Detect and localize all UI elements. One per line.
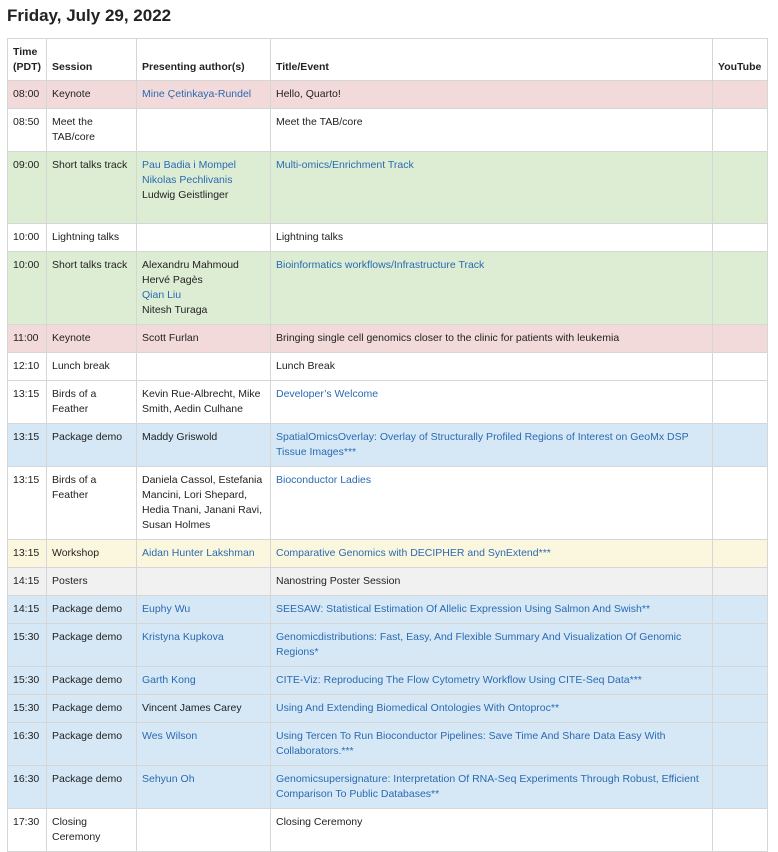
- schedule-body: [8, 81, 768, 852]
- time-cell: 08:50: [8, 109, 47, 152]
- author-cell: [137, 568, 271, 596]
- author-name: Ludwig Geistlinger: [142, 189, 229, 201]
- title-link[interactable]: CITE-Viz: Reproducing The Flow Cytometry Workflow Using CITE-Seq Data***: [276, 674, 642, 686]
- author-link[interactable]: Euphy Wu: [142, 603, 191, 615]
- schedule-table: [7, 38, 768, 852]
- session-cell: Keynote: [47, 325, 137, 353]
- title-link[interactable]: SpatialOmicsOverlay: Overlay of Structurally Profiled Regions of Interest on GeoMx DSP Tissue Images***: [276, 431, 689, 458]
- author-name: Hervé Pagès: [142, 274, 203, 286]
- table-row: [8, 353, 768, 381]
- author-cell: [137, 81, 271, 109]
- time-cell: 13:15: [8, 467, 47, 540]
- author-cell: [137, 224, 271, 252]
- title-text: Lunch Break: [276, 360, 335, 372]
- table-row: [8, 809, 768, 852]
- author-cell: [137, 695, 271, 723]
- author-cell: [137, 325, 271, 353]
- youtube-cell: [713, 723, 768, 766]
- youtube-cell: [713, 596, 768, 624]
- author-cell: [137, 540, 271, 568]
- author-link[interactable]: Sehyun Oh: [142, 773, 195, 785]
- youtube-cell: [713, 325, 768, 353]
- time-cell: 09:00: [8, 152, 47, 224]
- session-cell: Package demo: [47, 667, 137, 695]
- time-cell: 11:00: [8, 325, 47, 353]
- title-cell: [271, 467, 713, 540]
- table-row: [8, 723, 768, 766]
- header-row: [8, 39, 768, 81]
- time-cell: 10:00: [8, 252, 47, 325]
- author-cell: [137, 252, 271, 325]
- author-cell: [137, 381, 271, 424]
- youtube-cell: [713, 152, 768, 224]
- session-cell: Birds of a Feather: [47, 467, 137, 540]
- youtube-cell: [713, 667, 768, 695]
- table-row: [8, 252, 768, 325]
- title-link[interactable]: Genomicsupersignature: Interpretation Of RNA-Seq Experiments Through Robust, Efficient Comparison To Public Databases**: [276, 773, 699, 800]
- title-cell: [271, 81, 713, 109]
- header-title: Title/Event: [271, 39, 713, 81]
- title-cell: [271, 424, 713, 467]
- session-cell: Closing Ceremony: [47, 809, 137, 852]
- youtube-cell: [713, 109, 768, 152]
- title-link[interactable]: Bioinformatics workflows/Infrastructure Track: [276, 259, 485, 271]
- author-name: Vincent James Carey: [142, 702, 242, 714]
- title-text: Hello, Quarto!: [276, 88, 341, 100]
- session-cell: Workshop: [47, 540, 137, 568]
- title-cell: [271, 596, 713, 624]
- title-text: Bringing single cell genomics closer to the clinic for patients with leukemia: [276, 332, 620, 344]
- youtube-cell: [713, 624, 768, 667]
- table-row: [8, 568, 768, 596]
- youtube-cell: [713, 695, 768, 723]
- title-link[interactable]: SEESAW: Statistical Estimation Of Allelic Expression Using Salmon And Swish**: [276, 603, 651, 615]
- session-cell: Lightning talks: [47, 224, 137, 252]
- title-cell: [271, 152, 713, 224]
- author-cell: [137, 766, 271, 809]
- author-name: Kevin Rue-Albrecht, Mike Smith, Aedin Culhane: [142, 388, 261, 415]
- youtube-cell: [713, 540, 768, 568]
- time-cell: 13:15: [8, 424, 47, 467]
- author-name: Maddy Griswold: [142, 431, 218, 443]
- time-cell: 15:30: [8, 667, 47, 695]
- title-cell: [271, 695, 713, 723]
- session-cell: Package demo: [47, 723, 137, 766]
- page-title: Friday, July 29, 2022: [7, 6, 172, 25]
- header-youtube: YouTube: [713, 39, 768, 81]
- author-cell: [137, 723, 271, 766]
- youtube-cell: [713, 568, 768, 596]
- time-cell: 13:15: [8, 381, 47, 424]
- title-text: Meet the TAB/core: [276, 116, 363, 128]
- table-row: [8, 424, 768, 467]
- title-link[interactable]: Developer’s Welcome: [276, 388, 379, 400]
- session-cell: Lunch break: [47, 353, 137, 381]
- table-row: [8, 540, 768, 568]
- youtube-cell: [713, 252, 768, 325]
- author-link[interactable]: Wes Wilson: [142, 730, 198, 742]
- title-cell: [271, 723, 713, 766]
- author-name: Nitesh Turaga: [142, 304, 208, 316]
- table-row: [8, 766, 768, 809]
- youtube-cell: [713, 809, 768, 852]
- author-link[interactable]: Aidan Hunter Lakshman: [142, 547, 255, 559]
- session-cell: Meet the TAB/core: [47, 109, 137, 152]
- author-cell: [137, 624, 271, 667]
- title-cell: [271, 809, 713, 852]
- title-text: Lightning talks: [276, 231, 344, 243]
- time-cell: 16:30: [8, 723, 47, 766]
- title-link[interactable]: Comparative Genomics with DECIPHER and SynExtend***: [276, 547, 551, 559]
- title-cell: [271, 224, 713, 252]
- session-cell: Keynote: [47, 81, 137, 109]
- table-row: [8, 381, 768, 424]
- youtube-cell: [713, 81, 768, 109]
- title-cell: [271, 252, 713, 325]
- session-cell: Posters: [47, 568, 137, 596]
- youtube-cell: [713, 467, 768, 540]
- title-cell: [271, 766, 713, 809]
- title-cell: [271, 381, 713, 424]
- table-row: [8, 152, 768, 224]
- table-row: [8, 624, 768, 667]
- author-link[interactable]: Nikolas Pechlivanis: [142, 174, 233, 186]
- session-cell: Short talks track: [47, 152, 137, 224]
- title-link[interactable]: Using Tercen To Run Bioconductor Pipelines: Save Time And Share Data Easy With Collaborators.***: [276, 730, 666, 757]
- session-cell: Package demo: [47, 624, 137, 667]
- author-link[interactable]: Qian Liu: [142, 289, 182, 301]
- time-cell: 10:00: [8, 224, 47, 252]
- header-time: Time (PDT): [8, 39, 47, 81]
- title-text: Closing Ceremony: [276, 816, 363, 828]
- title-cell: [271, 325, 713, 353]
- title-link[interactable]: Bioconductor Ladies: [276, 474, 372, 486]
- title-link[interactable]: Multi-omics/Enrichment Track: [276, 159, 414, 171]
- title-text: Nanostring Poster Session: [276, 575, 401, 587]
- author-cell: [137, 467, 271, 540]
- author-cell: [137, 809, 271, 852]
- table-row: [8, 667, 768, 695]
- author-link[interactable]: Garth Kong: [142, 674, 196, 686]
- time-cell: 15:30: [8, 624, 47, 667]
- time-cell: 14:15: [8, 596, 47, 624]
- title-cell: [271, 353, 713, 381]
- header-session: Session: [47, 39, 137, 81]
- table-row: [8, 596, 768, 624]
- author-name: Scott Furlan: [142, 332, 199, 344]
- author-cell: [137, 667, 271, 695]
- session-cell: Birds of a Feather: [47, 381, 137, 424]
- youtube-cell: [713, 424, 768, 467]
- title-cell: [271, 624, 713, 667]
- title-cell: [271, 109, 713, 152]
- author-link[interactable]: Pau Badia i Mompel: [142, 159, 236, 171]
- session-cell: Package demo: [47, 424, 137, 467]
- author-name: Alexandru Mahmoud: [142, 259, 239, 271]
- title-cell: [271, 667, 713, 695]
- author-name: Daniela Cassol, Estefania Mancini, Lori Shepard, Hedia Tnani, Janani Ravi, Susan Holmes: [142, 474, 263, 531]
- session-cell: Package demo: [47, 766, 137, 809]
- table-row: [8, 81, 768, 109]
- title-link[interactable]: Genomicdistributions: Fast, Easy, And Flexible Summary And Visualization Of Genomic Regions*: [276, 631, 682, 658]
- table-row: [8, 325, 768, 353]
- author-cell: [137, 596, 271, 624]
- youtube-cell: [713, 224, 768, 252]
- time-cell: 17:30: [8, 809, 47, 852]
- table-row: [8, 467, 768, 540]
- table-row: [8, 109, 768, 152]
- time-cell: 15:30: [8, 695, 47, 723]
- author-cell: [137, 353, 271, 381]
- time-cell: 13:15: [8, 540, 47, 568]
- time-cell: 12:10: [8, 353, 47, 381]
- author-cell: [137, 424, 271, 467]
- table-row: [8, 695, 768, 723]
- session-cell: Package demo: [47, 596, 137, 624]
- table-row: [8, 224, 768, 252]
- header-author: Presenting author(s): [137, 39, 271, 81]
- title-cell: [271, 568, 713, 596]
- author-link[interactable]: Kristyna Kupkova: [142, 631, 224, 643]
- session-cell: Package demo: [47, 695, 137, 723]
- youtube-cell: [713, 353, 768, 381]
- title-cell: [271, 540, 713, 568]
- session-cell: Short talks track: [47, 252, 137, 325]
- youtube-cell: [713, 381, 768, 424]
- time-cell: 08:00: [8, 81, 47, 109]
- author-cell: [137, 109, 271, 152]
- youtube-cell: [713, 766, 768, 809]
- time-cell: 16:30: [8, 766, 47, 809]
- author-link[interactable]: Mine Çetinkaya-Rundel: [142, 88, 252, 100]
- title-link[interactable]: Using And Extending Biomedical Ontologies With Ontoproc**: [276, 702, 560, 714]
- author-cell: [137, 152, 271, 224]
- time-cell: 14:15: [8, 568, 47, 596]
